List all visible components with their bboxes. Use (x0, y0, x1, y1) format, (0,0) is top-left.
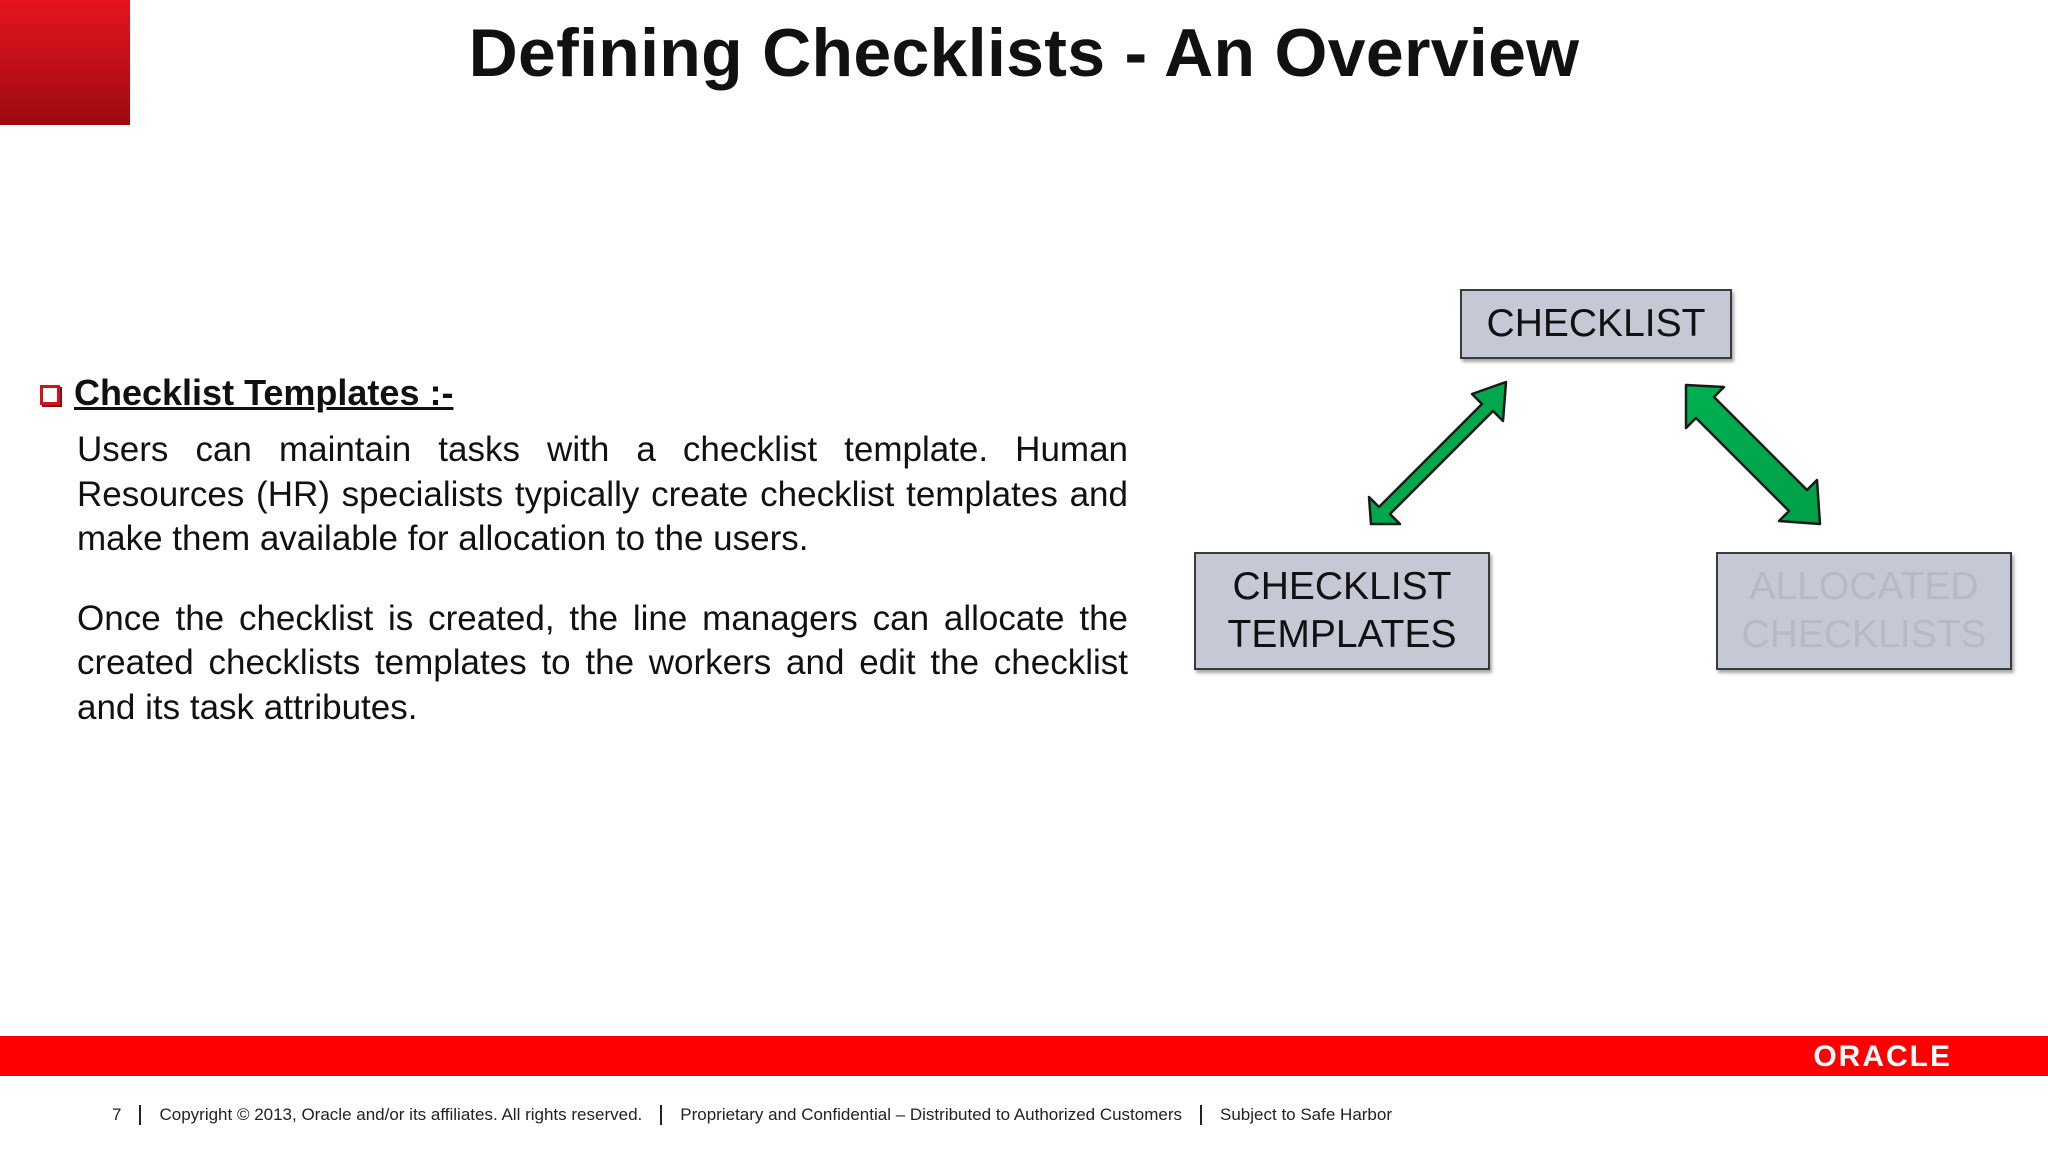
paragraph-1: Users can maintain tasks with a checklist template. Human Resources (HR) specialists typically create checklist templates and make them available for allocation to the users. (77, 430, 1128, 558)
page-number: 7 (112, 1105, 122, 1124)
allocated-checklists-box (1716, 552, 2012, 670)
checklist-box-label: CHECKLIST (1486, 302, 1706, 345)
square-bullet-icon (40, 385, 60, 405)
content-section (40, 372, 1128, 765)
checklist-templates-box (1194, 552, 1490, 670)
footer-divider (660, 1105, 662, 1125)
footer-divider (1200, 1105, 1202, 1125)
page-title: Defining Checklists - An Overview (468, 15, 1580, 91)
section-heading: Checklist Templates :- (74, 372, 454, 413)
paragraph-2: Once the checklist is created, the line managers can allocate the created checklists templates to the workers and edit the checklist and its task attributes. (77, 598, 1128, 727)
copyright-text: Copyright © 2013, Oracle and/or its affiliates. All rights reserved. (159, 1105, 643, 1124)
footer-divider (139, 1105, 141, 1125)
allocated-box-line2: CHECKLISTS (1741, 613, 1987, 656)
checklist-box (1460, 289, 1732, 359)
double-arrow-right-icon (1686, 385, 1820, 524)
bullet-heading-row (40, 372, 1090, 414)
templates-box-line1: CHECKLIST (1232, 565, 1452, 608)
proprietary-text: Proprietary and Confidential – Distributed to Authorized Customers (680, 1105, 1183, 1124)
footer-bar (112, 1105, 1392, 1125)
double-arrow-left-icon (1369, 382, 1506, 524)
safe-harbor-text: Subject to Safe Harbor (1220, 1105, 1392, 1124)
allocated-box-line1: ALLOCATED (1749, 565, 1979, 608)
templates-box-line2: TEMPLATES (1227, 613, 1457, 656)
footer-red-band (0, 1036, 2048, 1076)
oracle-logo: ORACLE (1813, 1040, 1952, 1073)
